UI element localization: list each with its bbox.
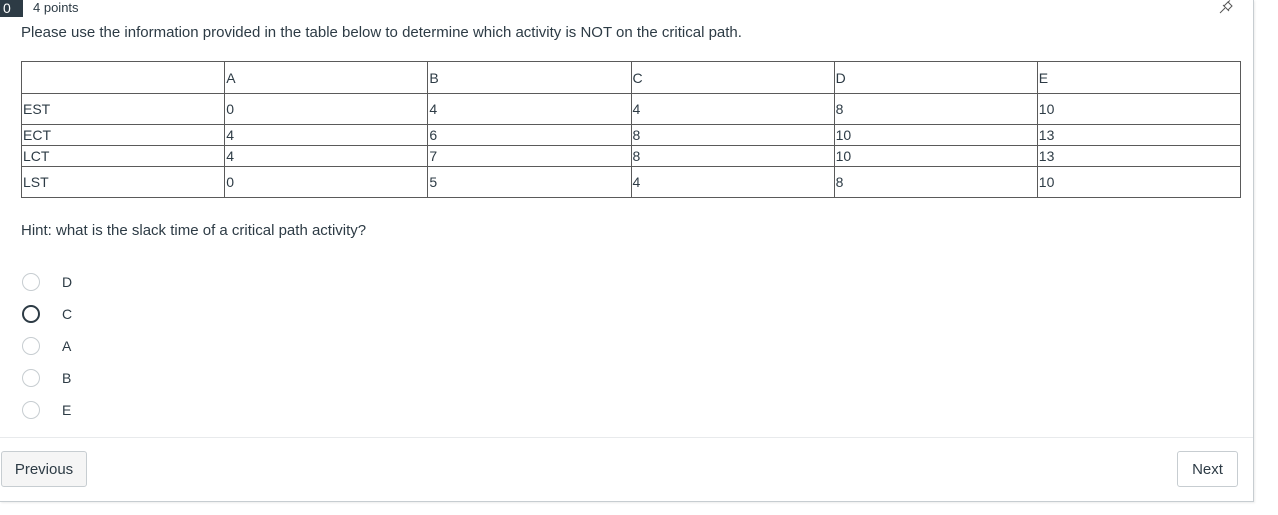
table-row	[22, 146, 1241, 167]
table-cell: 4	[428, 94, 631, 125]
hint-text: Hint: what is the slack time of a critical path activity?	[21, 222, 367, 239]
table-cell: 10	[834, 125, 1037, 146]
radio-button[interactable]	[22, 369, 40, 387]
table-cell: 8	[631, 146, 834, 167]
question-text: Please use the information provided in the table below to determine which activity is NOT on the critical path.	[21, 24, 742, 41]
table-header-cell: A	[225, 62, 428, 94]
table-cell: 0	[225, 167, 428, 198]
question-number-badge: 0	[0, 0, 23, 17]
table-row-label: EST	[22, 94, 225, 125]
table-cell: 4	[225, 146, 428, 167]
answer-list	[22, 266, 73, 426]
table-cell: 8	[834, 167, 1037, 198]
table-row-label: ECT	[22, 125, 225, 146]
table-header-cell: D	[834, 62, 1037, 94]
table-header-cell: E	[1037, 62, 1240, 94]
table-cell: 7	[428, 146, 631, 167]
table-cell: 13	[1037, 146, 1240, 167]
table-cell: 10	[1037, 167, 1240, 198]
answer-label: A	[62, 338, 72, 354]
table-row	[22, 167, 1241, 198]
radio-button[interactable]	[22, 273, 40, 291]
table-cell: 10	[834, 146, 1037, 167]
question-points: 4 points	[33, 0, 79, 15]
table-header-row	[22, 62, 1241, 94]
table-cell: 5	[428, 167, 631, 198]
answer-label: E	[62, 402, 72, 418]
table-cell: 10	[1037, 94, 1240, 125]
table-cell: 4	[225, 125, 428, 146]
table-cell: 8	[834, 94, 1037, 125]
table-row	[22, 125, 1241, 146]
table-header-cell	[22, 62, 225, 94]
table-header-cell: B	[428, 62, 631, 94]
radio-button[interactable]	[22, 305, 40, 323]
answer-label: B	[62, 370, 72, 386]
answer-option-b[interactable]	[22, 362, 72, 394]
table-cell: 0	[225, 94, 428, 125]
previous-button[interactable]: Previous	[1, 451, 87, 487]
table-cell: 4	[631, 167, 834, 198]
next-button[interactable]: Next	[1177, 451, 1238, 487]
table-header-cell: C	[631, 62, 834, 94]
table-row	[22, 94, 1241, 125]
answer-option-e[interactable]	[22, 394, 72, 426]
answer-label: D	[62, 274, 73, 290]
radio-button[interactable]	[22, 401, 40, 419]
answer-option-c[interactable]	[22, 298, 73, 330]
table-cell: 13	[1037, 125, 1240, 146]
table-row-label: LST	[22, 167, 225, 198]
answer-option-d[interactable]	[22, 266, 73, 298]
table-cell: 8	[631, 125, 834, 146]
answer-option-a[interactable]	[22, 330, 72, 362]
activity-table	[21, 61, 1241, 198]
table-cell: 4	[631, 94, 834, 125]
footer-divider	[0, 437, 1253, 438]
radio-button[interactable]	[22, 337, 40, 355]
table-cell: 6	[428, 125, 631, 146]
table-row-label: LCT	[22, 146, 225, 167]
pin-icon[interactable]	[1218, 0, 1234, 14]
answer-label: C	[62, 306, 73, 322]
